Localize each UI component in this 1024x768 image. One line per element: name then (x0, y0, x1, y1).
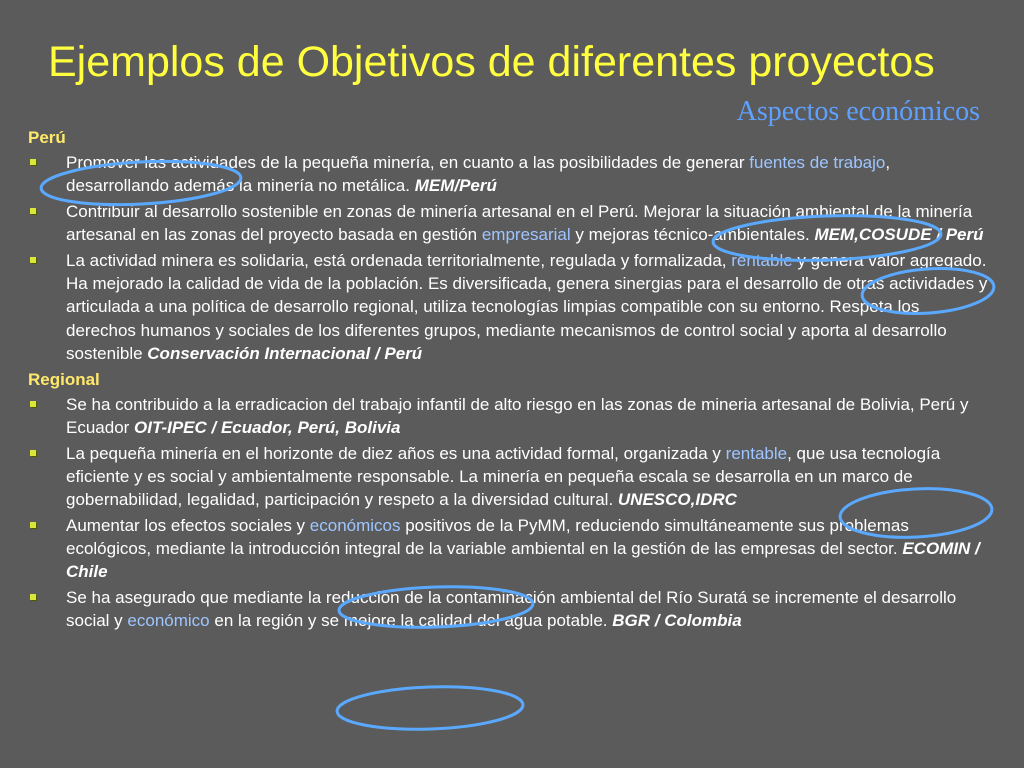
square-bullet-icon (30, 159, 36, 165)
source-label: BGR / Colombia (612, 611, 742, 631)
bullet-text: Se ha asegurado que mediante la reducción de la contaminación ambiental del Río Suratá se incremente el desarrollo social y (66, 587, 957, 631)
bullet-text: Se ha contribuido a la erradicacion del trabajo infantil de alto riesgo en las zonas de mineria artesanal de Bolivia, Perú y Ecuador (66, 394, 969, 437)
bullet-text: Contribuir al desarrollo sostenible en zonas de minería artesanal en el Perú. Mejorar la situación ambiental de la minería artesanal en las zonas del proyecto basada en gestión (66, 202, 973, 245)
bullet-list (28, 393, 988, 633)
bullet-list (28, 151, 988, 365)
bullet-text: y genera valor agregado. Ha mejorado la calidad de vida de la población. Es diversificada, genera sinergias para el desarrollo de otras actividades y articulada a una política de desarrollo regional, utiliza tecnologías limpias compatible con su entorno. Respeta los derechos humanos y sociales de los diferentes grupos, mediante mecanismos de control social y aporta al desarrollo sostenible (66, 251, 988, 363)
bullet-text: Aumentar los efectos sociales y (66, 515, 310, 535)
source-label: UNESCO,IDRC (617, 490, 737, 510)
highlighted-word: fuentes de trabajo (749, 153, 886, 173)
square-bullet-icon (30, 450, 36, 456)
bullet-text: en la región y se mejore la calidad del agua potable. (209, 611, 613, 631)
slide-title: Ejemplos de Objetivos de diferentes proyectos (48, 38, 935, 86)
source-label: Conservación Internacional / Perú (147, 343, 423, 363)
source-label: OIT-IPEC / Ecuador, Perú, Bolivia (134, 417, 401, 437)
highlighted-word: rentable (731, 251, 793, 271)
section-heading: Perú (28, 128, 66, 147)
square-bullet-icon (30, 208, 36, 214)
square-bullet-icon (30, 522, 36, 528)
bullet-item (28, 151, 988, 197)
bullet-item (28, 586, 988, 632)
bullet-text: positivos de la PyMM, reduciendo simultáneamente sus problemas ecológicos, mediante la introducción integral de la variable ambiental en la gestión de las empresas del sector. (66, 515, 909, 558)
bullet-text: y mejoras técnico-ambientales. (570, 225, 815, 245)
source-label: ECOMIN / Chile (66, 538, 980, 582)
section-peru (28, 126, 988, 365)
highlighted-word: económicos (309, 515, 401, 535)
bullet-text: Promover las actividades de la pequeña minería, en cuanto a las posibilidades de generar (66, 153, 750, 173)
square-bullet-icon (30, 594, 36, 600)
bullet-item (28, 514, 988, 584)
bullet-item (28, 393, 988, 439)
bullet-item (28, 200, 988, 246)
bullet-item (28, 249, 988, 365)
section-regional (28, 368, 988, 633)
slide-subtitle: Aspectos económicos (736, 96, 980, 127)
bullet-text: La pequeña minería en el horizonte de diez años es una actividad formal, organizada y (66, 443, 726, 463)
slide-content (28, 126, 988, 635)
annotation-oval (336, 684, 523, 732)
highlighted-word: económico (127, 611, 210, 631)
square-bullet-icon (30, 257, 36, 263)
bullet-text: , que usa tecnología eficiente y es social y ambientalmente responsable. La minería en pequeña escala se desarrolla en un marco de gobernabilidad, legalidad, participación y respeto a la diversidad cultural. (66, 443, 941, 510)
section-heading: Regional (28, 369, 100, 389)
bullet-text: , desarrollando además la minería no metálica. (66, 153, 891, 196)
source-label: MEM/Perú (414, 176, 497, 196)
square-bullet-icon (30, 401, 36, 407)
highlighted-word: empresarial (481, 225, 571, 245)
bullet-item (28, 442, 988, 512)
highlighted-word: rentable (725, 443, 788, 463)
source-label: MEM,COSUDE / Perú (814, 225, 984, 245)
bullet-text: La actividad minera es solidaria, está ordenada territorialmente, regulada y formalizada, (66, 251, 732, 271)
